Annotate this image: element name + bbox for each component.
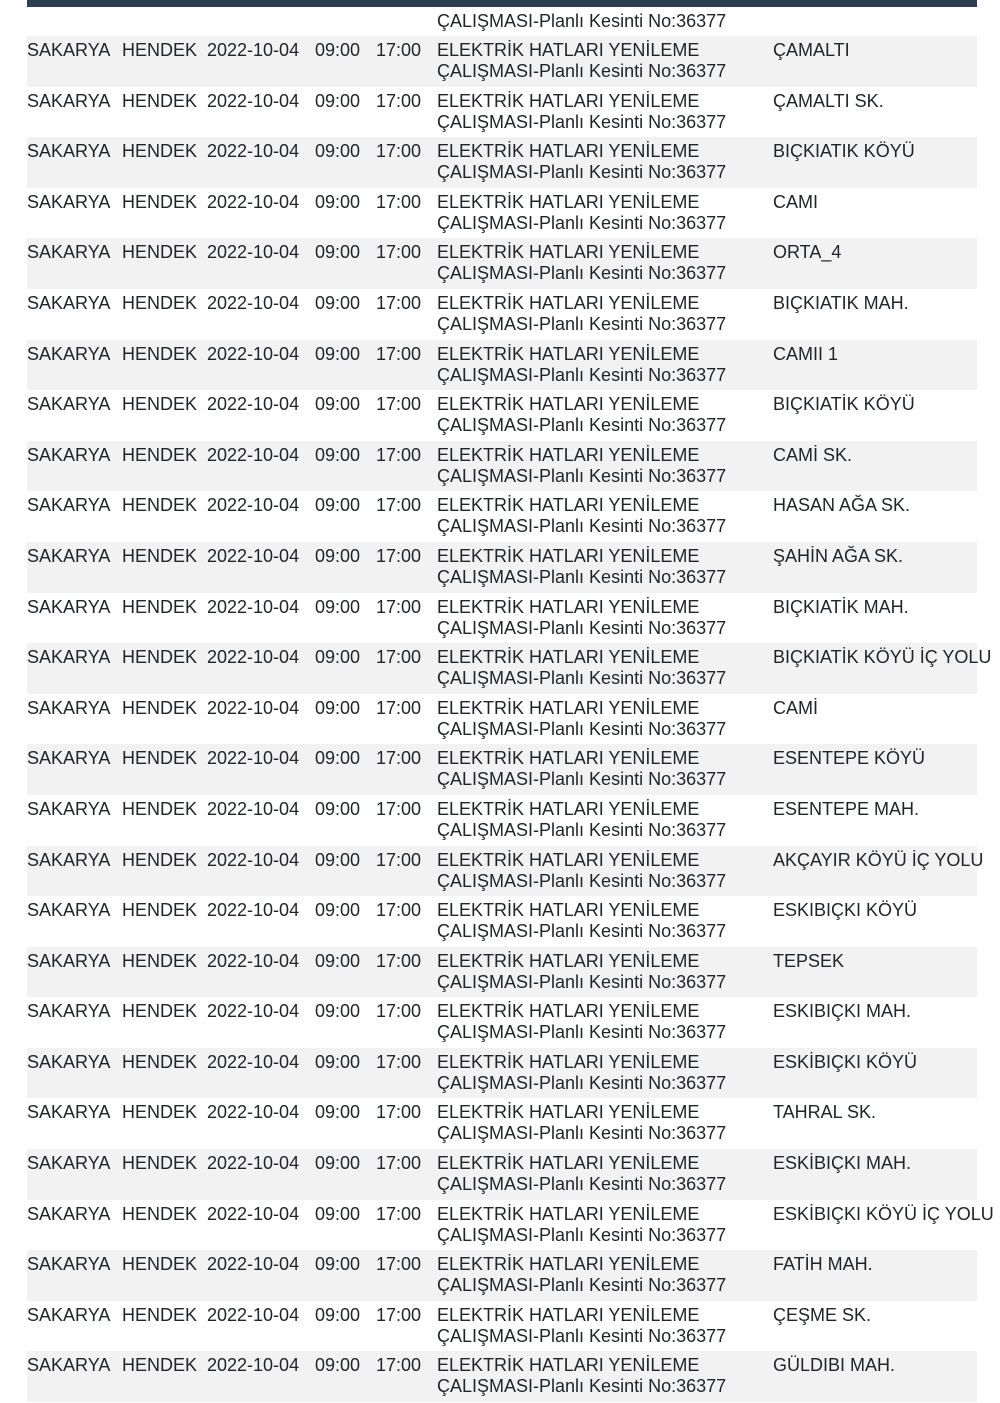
cell-neden [437,441,773,492]
cell-bitis: 17:00 [376,141,422,162]
reason-line-1: ELEKTRİK HATLARI YENİLEME [437,1153,700,1174]
cell-ilce [122,7,207,36]
cell-il: SAKARYA [27,191,111,212]
cell-neden [437,593,773,644]
cell-ilce: HENDEK [122,647,198,668]
cell-baslangic: 09:00 [315,444,361,465]
cell-bitis: 17:00 [376,292,422,313]
cell-neden [437,7,773,36]
cell-bitis: 17:00 [376,40,422,60]
cell-il: SAKARYA [27,647,111,668]
reason-line-2: ÇALIŞMASI-Planlı Kesinti No:36377 [437,870,727,891]
cell-tarih: 2022-10-04 [207,394,300,415]
cell-baslangic: 09:00 [315,900,361,921]
table-row [27,238,977,289]
table-row [27,441,977,492]
cell-yer: ESKİBIÇKI KÖYÜ İÇ YOLU [773,1203,994,1224]
reason-line-1: ELEKTRİK HATLARI YENİLEME [437,1304,700,1325]
cell-tarih: 2022-10-04 [207,900,300,921]
reason-line-1: ELEKTRİK HATLARI YENİLEME [437,849,700,870]
cell-bitis: 17:00 [376,1355,422,1376]
table-header-bar [27,0,977,7]
cell-baslangic: 09:00 [315,849,361,870]
cell-baslangic: 09:00 [315,343,361,364]
cell-yer: ESENTEPE MAH. [773,798,920,819]
reason-line-2: ÇALIŞMASI-Planlı Kesinti No:36377 [437,61,727,81]
cell-baslangic: 09:00 [315,141,361,162]
reason-line-2: ÇALIŞMASI-Planlı Kesinti No:36377 [437,769,727,790]
cell-yer: GÜLDIBI MAH. [773,1355,896,1376]
reason-line-1: ELEKTRİK HATLARI YENİLEME [437,950,700,971]
cell-neden [437,238,773,289]
cell-ilce: HENDEK [122,191,198,212]
cell-yer: ESKIBIÇKI MAH. [773,1001,912,1022]
reason-line-1: ELEKTRİK HATLARI YENİLEME [437,596,700,617]
cell-bitis: 17:00 [376,697,422,718]
reason-line-1: ELEKTRİK HATLARI YENİLEME [437,1355,700,1376]
reason-line-2: ÇALIŞMASI-Planlı Kesinti No:36377 [437,1072,727,1093]
table-row [27,643,977,694]
reason-line-1: ELEKTRİK HATLARI YENİLEME [437,343,700,364]
cell-ilce: HENDEK [122,545,198,566]
cell-yer: ÇAMALTI [773,40,850,60]
cell-baslangic [315,7,376,36]
cell-baslangic: 09:00 [315,697,361,718]
cell-yer: TAHRAL SK. [773,1102,877,1123]
cell-neden [437,1098,773,1149]
cell-tarih: 2022-10-04 [207,444,300,465]
reason-line-2: ÇALIŞMASI-Planlı Kesinti No:36377 [437,1123,727,1144]
cell-bitis [376,7,437,36]
reason-line-1: ELEKTRİK HATLARI YENİLEME [437,1203,700,1224]
table-row [27,947,977,998]
cell-il: SAKARYA [27,1153,111,1174]
cell-yer: ESKİBIÇKI MAH. [773,1153,912,1174]
cell-tarih: 2022-10-04 [207,950,300,971]
cell-il [27,7,122,36]
reason-line-1: ELEKTRİK HATLARI YENİLEME [437,1051,700,1072]
cell-il: SAKARYA [27,394,111,415]
table-row [27,188,977,239]
cell-neden [437,1351,773,1402]
table-row [27,795,977,846]
cell-bitis: 17:00 [376,596,422,617]
cell-tarih: 2022-10-04 [207,849,300,870]
reason-line-1: ELEKTRİK HATLARI YENİLEME [437,697,700,718]
reason-line-2: ÇALIŞMASI-Planlı Kesinti No:36377 [437,718,727,739]
cell-bitis: 17:00 [376,394,422,415]
cell-ilce: HENDEK [122,1102,198,1123]
cell-bitis: 17:00 [376,950,422,971]
cell-ilce: HENDEK [122,394,198,415]
cell-il: SAKARYA [27,141,111,162]
reason-line-2: ÇALIŞMASI-Planlı Kesinti No:36377 [437,111,727,132]
reason-line-2: ÇALIŞMASI-Planlı Kesinti No:36377 [437,1224,727,1245]
cell-neden [437,340,773,391]
cell-il: SAKARYA [27,1203,111,1224]
cell-yer: ORTA_4 [773,242,842,263]
cell-bitis: 17:00 [376,1051,422,1072]
table-row [27,1351,977,1402]
cell-baslangic: 09:00 [315,191,361,212]
reason-line-2: ÇALIŞMASI-Planlı Kesinti No:36377 [437,921,727,942]
cell-il: SAKARYA [27,697,111,718]
cell-ilce: HENDEK [122,90,198,111]
cell-il: SAKARYA [27,748,111,769]
cell-bitis: 17:00 [376,242,422,263]
cell-il: SAKARYA [27,900,111,921]
cell-il: SAKARYA [27,292,111,313]
cell-bitis: 17:00 [376,748,422,769]
table-row [27,1098,977,1149]
cell-tarih: 2022-10-04 [207,1102,300,1123]
cell-ilce: HENDEK [122,900,198,921]
cell-ilce: HENDEK [122,1254,198,1275]
cell-bitis: 17:00 [376,900,422,921]
cell-bitis: 17:00 [376,90,422,111]
cell-yer: ESKİBIÇKI KÖYÜ [773,1051,918,1072]
cell-tarih: 2022-10-04 [207,495,300,516]
cell-ilce: HENDEK [122,748,198,769]
table-row-partial [27,7,977,36]
cell-il: SAKARYA [27,545,111,566]
cell-neden [437,390,773,441]
reason-line-2: ÇALIŞMASI-Planlı Kesinti No:36377 [437,1174,727,1195]
cell-baslangic: 09:00 [315,1153,361,1174]
cell-tarih: 2022-10-04 [207,40,300,60]
reason-line-2: ÇALIŞMASI-Planlı Kesinti No:36377 [437,1325,727,1346]
reason-line-1: ELEKTRİK HATLARI YENİLEME [437,191,700,212]
cell-neden [437,36,773,87]
cell-baslangic: 09:00 [315,1102,361,1123]
cell-il: SAKARYA [27,1304,111,1325]
table-row [27,137,977,188]
cell-neden [437,744,773,795]
cell-neden [437,694,773,745]
reason-line-1: ELEKTRİK HATLARI YENİLEME [437,1254,700,1275]
reason-line-2: ÇALIŞMASI-Planlı Kesinti No:36377 [437,1376,727,1397]
cell-bitis: 17:00 [376,495,422,516]
cell-ilce: HENDEK [122,444,198,465]
cell-yer: CAMİ SK. [773,444,853,465]
cell-ilce: HENDEK [122,1051,198,1072]
cell-baslangic: 09:00 [315,1304,361,1325]
cell-ilce: HENDEK [122,697,198,718]
reason-line-2: ÇALIŞMASI-Planlı Kesinti No:36377 [437,313,727,334]
cell-bitis: 17:00 [376,444,422,465]
cell-tarih: 2022-10-04 [207,798,300,819]
reason-line-1: ELEKTRİK HATLARI YENİLEME [437,292,700,313]
cell-ilce: HENDEK [122,1001,198,1022]
table-row [27,542,977,593]
reason-line-1: ELEKTRİK HATLARI YENİLEME [437,242,700,263]
reason-line-1: ELEKTRİK HATLARI YENİLEME [437,1102,700,1123]
reason-line-2: ÇALIŞMASI-Planlı Kesinti No:36377 [437,465,727,486]
cell-neden [437,795,773,846]
cell-neden [437,1301,773,1352]
reason-line-2: ÇALIŞMASI-Planlı Kesinti No:36377 [437,162,727,183]
cell-bitis: 17:00 [376,647,422,668]
cell-il: SAKARYA [27,798,111,819]
reason-line-1: ELEKTRİK HATLARI YENİLEME [437,647,700,668]
reason-line-1: ELEKTRİK HATLARI YENİLEME [437,545,700,566]
cell-yer: CAMİ [773,697,818,718]
outage-table-body [27,7,994,1402]
table-row [27,1149,977,1200]
cell-tarih: 2022-10-04 [207,90,300,111]
cell-yer: ESKIBIÇKI KÖYÜ [773,900,918,921]
cell-neden [437,1200,773,1251]
reason-line-2: ÇALIŞMASI-Planlı Kesinti No:36377 [437,668,727,689]
table-row [27,744,977,795]
table-row [27,289,977,340]
cell-baslangic: 09:00 [315,40,361,60]
reason-line-2: ÇALIŞMASI-Planlı Kesinti No:36377 [437,263,727,284]
cell-il: SAKARYA [27,1051,111,1072]
cell-yer: BIÇKIATİK KÖYÜ İÇ YOLU [773,647,992,668]
cell-tarih: 2022-10-04 [207,647,300,668]
table-row [27,997,977,1048]
cell-baslangic: 09:00 [315,950,361,971]
cell-tarih: 2022-10-04 [207,1355,300,1376]
cell-tarih: 2022-10-04 [207,596,300,617]
cell-ilce: HENDEK [122,950,198,971]
cell-neden [437,1250,773,1301]
reason-line-1: ELEKTRİK HATLARI YENİLEME [437,798,700,819]
cell-yer: BIÇKIATİK MAH. [773,596,909,617]
cell-il: SAKARYA [27,495,111,516]
cell-tarih: 2022-10-04 [207,1153,300,1174]
cell-tarih: 2022-10-04 [207,1304,300,1325]
cell-il: SAKARYA [27,950,111,971]
cell-ilce: HENDEK [122,1304,198,1325]
cell-neden [437,1149,773,1200]
cell-tarih: 2022-10-04 [207,191,300,212]
cell-yer: ŞAHİN AĞA SK. [773,545,904,566]
cell-baslangic: 09:00 [315,495,361,516]
cell-bitis: 17:00 [376,545,422,566]
cell-tarih: 2022-10-04 [207,1254,300,1275]
cell-baslangic: 09:00 [315,1203,361,1224]
cell-ilce: HENDEK [122,596,198,617]
cell-tarih [207,7,315,36]
table-row [27,1250,977,1301]
table-row [27,1048,977,1099]
cell-bitis: 17:00 [376,849,422,870]
cell-tarih: 2022-10-04 [207,748,300,769]
cell-baslangic: 09:00 [315,1051,361,1072]
cell-ilce: HENDEK [122,1153,198,1174]
cell-ilce: HENDEK [122,849,198,870]
reason-line-2: ÇALIŞMASI-Planlı Kesinti No:36377 [437,516,727,537]
cell-baslangic: 09:00 [315,1355,361,1376]
cell-neden [437,846,773,897]
outage-table-container [27,7,994,1402]
reason-line-2: ÇALIŞMASI-Planlı Kesinti No:36377 [437,971,727,992]
cell-il: SAKARYA [27,1254,111,1275]
cell-il: SAKARYA [27,1355,111,1376]
cell-ilce: HENDEK [122,40,198,60]
reason-line-2: ÇALIŞMASI-Planlı Kesinti No:36377 [437,1022,727,1043]
cell-baslangic: 09:00 [315,1001,361,1022]
cell-ilce: HENDEK [122,141,198,162]
cell-neden [437,947,773,998]
cell-baslangic: 09:00 [315,798,361,819]
reason-line-2: ÇALIŞMASI-Planlı Kesinti No:36377 [437,364,727,385]
cell-tarih: 2022-10-04 [207,1203,300,1224]
cell-bitis: 17:00 [376,343,422,364]
cell-tarih: 2022-10-04 [207,1001,300,1022]
cell-il: SAKARYA [27,444,111,465]
cell-baslangic: 09:00 [315,90,361,111]
cell-il: SAKARYA [27,849,111,870]
table-row [27,1301,977,1352]
cell-yer: BIÇKIATIK MAH. [773,292,909,313]
cell-tarih: 2022-10-04 [207,292,300,313]
cell-yer: ÇEŞME SK. [773,1304,872,1325]
cell-baslangic: 09:00 [315,748,361,769]
table-row [27,593,977,644]
cell-tarih: 2022-10-04 [207,1051,300,1072]
cell-bitis: 17:00 [376,1203,422,1224]
table-row [27,694,977,745]
cell-il: SAKARYA [27,40,111,60]
cell-il: SAKARYA [27,242,111,263]
cell-yer: CAMII 1 [773,343,839,364]
cell-bitis: 17:00 [376,1001,422,1022]
table-row [27,87,977,138]
outage-table [27,7,994,1402]
cell-bitis: 17:00 [376,798,422,819]
table-row [27,491,977,542]
cell-bitis: 17:00 [376,1102,422,1123]
cell-ilce: HENDEK [122,798,198,819]
cell-baslangic: 09:00 [315,647,361,668]
reason-line-1: ELEKTRİK HATLARI YENİLEME [437,748,700,769]
cell-neden [437,137,773,188]
cell-neden [437,491,773,542]
cell-neden [437,542,773,593]
cell-yer: AKÇAYIR KÖYÜ İÇ YOLU [773,849,984,870]
cell-il: SAKARYA [27,1102,111,1123]
table-row [27,1200,977,1251]
cell-yer: HASAN AĞA SK. [773,495,911,516]
table-row [27,390,977,441]
cell-yer: FATİH MAH. [773,1254,873,1275]
cell-bitis: 17:00 [376,1153,422,1174]
cell-il: SAKARYA [27,343,111,364]
reason-line-2: ÇALIŞMASI-Planlı Kesinti No:36377 [437,1275,727,1296]
cell-neden [437,896,773,947]
cell-yer: BIÇKIATİK KÖYÜ [773,394,915,415]
cell-neden [437,643,773,694]
cell-il: SAKARYA [27,90,111,111]
reason-line-2: ÇALIŞMASI-Planlı Kesinti No:36377 [437,819,727,840]
reason-line-2: ÇALIŞMASI-Planlı Kesinti No:36377 [437,11,727,31]
cell-yer [773,7,977,36]
reason-line-1: ELEKTRİK HATLARI YENİLEME [437,1001,700,1022]
cell-bitis: 17:00 [376,1254,422,1275]
cell-yer: ÇAMALTI SK. [773,90,884,111]
cell-baslangic: 09:00 [315,596,361,617]
cell-tarih: 2022-10-04 [207,545,300,566]
cell-ilce: HENDEK [122,343,198,364]
reason-line-1: ELEKTRİK HATLARI YENİLEME [437,495,700,516]
reason-line-2: ÇALIŞMASI-Planlı Kesinti No:36377 [437,212,727,233]
cell-ilce: HENDEK [122,1203,198,1224]
reason-line-1: ELEKTRİK HATLARI YENİLEME [437,444,700,465]
reason-line-1: ELEKTRİK HATLARI YENİLEME [437,141,700,162]
cell-neden [437,188,773,239]
cell-bitis: 17:00 [376,1304,422,1325]
cell-yer: CAMI [773,191,818,212]
cell-neden [437,87,773,138]
reason-line-1: ELEKTRİK HATLARI YENİLEME [437,900,700,921]
table-row [27,896,977,947]
cell-baslangic: 09:00 [315,545,361,566]
cell-bitis: 17:00 [376,191,422,212]
cell-baslangic: 09:00 [315,242,361,263]
cell-tarih: 2022-10-04 [207,242,300,263]
cell-ilce: HENDEK [122,495,198,516]
cell-yer: ESENTEPE KÖYÜ [773,748,926,769]
reason-line-1: ELEKTRİK HATLARI YENİLEME [437,394,700,415]
cell-neden [437,1048,773,1099]
cell-tarih: 2022-10-04 [207,343,300,364]
reason-line-2: ÇALIŞMASI-Planlı Kesinti No:36377 [437,617,727,638]
reason-line-1: ELEKTRİK HATLARI YENİLEME [437,90,700,111]
cell-ilce: HENDEK [122,242,198,263]
cell-yer: BIÇKIATIK KÖYÜ [773,141,915,162]
cell-baslangic: 09:00 [315,292,361,313]
cell-ilce: HENDEK [122,1355,198,1376]
cell-il: SAKARYA [27,596,111,617]
cell-ilce: HENDEK [122,292,198,313]
cell-neden [437,997,773,1048]
cell-tarih: 2022-10-04 [207,141,300,162]
table-row [27,340,977,391]
cell-baslangic: 09:00 [315,1254,361,1275]
cell-neden [437,289,773,340]
reason-line-2: ÇALIŞMASI-Planlı Kesinti No:36377 [437,415,727,436]
table-row [27,846,977,897]
cell-tarih: 2022-10-04 [207,697,300,718]
reason-line-1: ELEKTRİK HATLARI YENİLEME [437,40,700,60]
cell-yer: TEPSEK [773,950,845,971]
cell-il: SAKARYA [27,1001,111,1022]
table-row [27,36,977,87]
reason-line-2: ÇALIŞMASI-Planlı Kesinti No:36377 [437,566,727,587]
cell-baslangic: 09:00 [315,394,361,415]
